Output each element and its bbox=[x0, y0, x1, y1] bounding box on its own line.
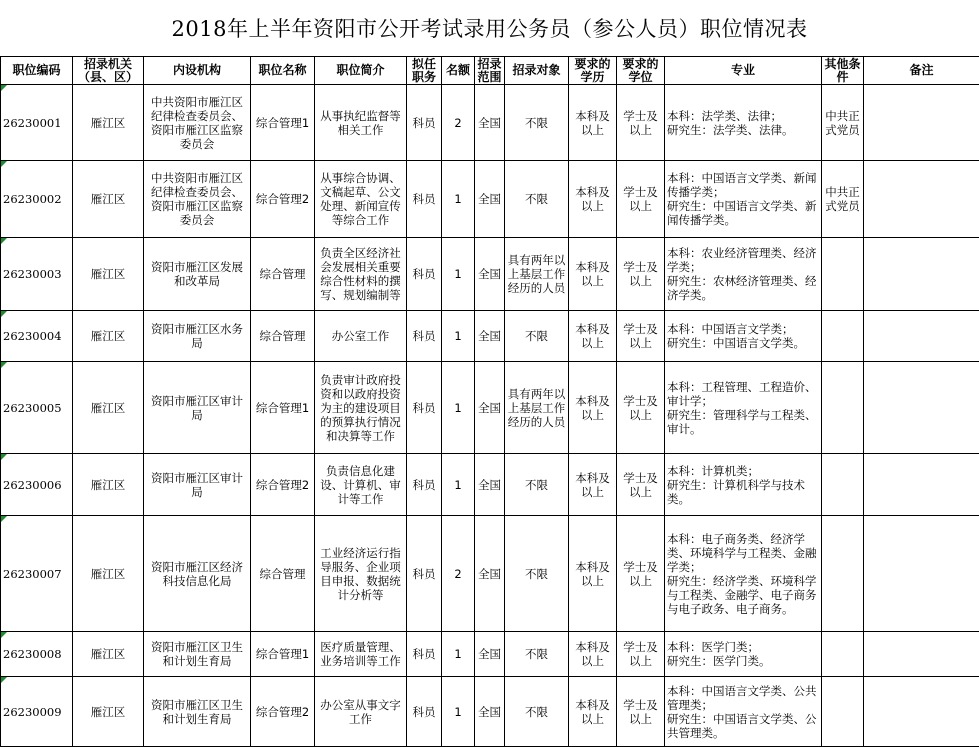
rank-text: 科员 bbox=[412, 329, 436, 343]
scope-text: 全国 bbox=[478, 647, 501, 661]
scope-text: 全国 bbox=[478, 477, 501, 492]
other-text: 中共正式党员 bbox=[825, 108, 860, 137]
desc-text: 负责全区经济社会发展相关重要综合性材料的撰写、规划编制等 bbox=[320, 246, 401, 302]
table-row bbox=[1, 311, 979, 362]
education-text: 本科及以上 bbox=[575, 470, 610, 499]
cell-desc[interactable] bbox=[315, 516, 407, 632]
cell-scope[interactable] bbox=[475, 161, 505, 238]
dept-text: 资阳市雁江区水务局 bbox=[151, 322, 243, 350]
cell-education[interactable] bbox=[569, 161, 617, 238]
desc-text: 工业经济运行指导服务、企业项目申报、数据统计分析等 bbox=[320, 545, 401, 602]
cell-education[interactable] bbox=[569, 632, 617, 677]
target-text: 不限 bbox=[525, 647, 548, 661]
other-text: 中共正式党员 bbox=[825, 185, 860, 213]
sheet-title: 2018年上半年资阳市公开考试录用公务员（参公人员）职位情况表 bbox=[171, 17, 808, 41]
header-dept: 内设机构 bbox=[144, 57, 251, 85]
target-text: 不限 bbox=[525, 704, 548, 719]
code-text: 26230006 bbox=[3, 477, 62, 492]
cell-dept[interactable] bbox=[144, 362, 251, 454]
header-target: 招录对象 bbox=[505, 57, 569, 85]
count-text: 1 bbox=[454, 647, 462, 661]
text-format-indicator-icon bbox=[1, 238, 7, 244]
scope-text: 全国 bbox=[478, 115, 501, 130]
count-text: 1 bbox=[454, 400, 462, 415]
text-format-indicator-icon bbox=[1, 85, 7, 91]
dept-text: 资阳市雁江区卫生和计划生育局 bbox=[151, 640, 243, 668]
cell-degree[interactable] bbox=[617, 516, 665, 632]
degree-text: 学士及以上 bbox=[623, 108, 658, 137]
header-row bbox=[1, 57, 979, 85]
rank-text: 科员 bbox=[412, 704, 436, 719]
cell-rank[interactable] bbox=[407, 362, 442, 454]
cell-position[interactable] bbox=[251, 632, 315, 677]
header-education: 要求的学历 bbox=[569, 57, 617, 85]
header-rank: 拟任职务 bbox=[407, 57, 442, 85]
cell-other[interactable] bbox=[822, 161, 864, 238]
code-text: 26230004 bbox=[3, 329, 62, 343]
cell-position[interactable] bbox=[251, 85, 315, 161]
cell-dept[interactable] bbox=[144, 238, 251, 311]
education-text: 本科及以上 bbox=[575, 393, 610, 422]
cell-target[interactable] bbox=[505, 161, 569, 238]
desc-text: 医疗质量管理、业务培训等工作 bbox=[320, 640, 401, 668]
cell-desc[interactable] bbox=[315, 454, 407, 516]
desc-text: 办公室从事文字工作 bbox=[320, 697, 401, 726]
dept-text: 资阳市雁江区审计局 bbox=[151, 470, 243, 499]
target-text: 不限 bbox=[525, 566, 548, 581]
cell-major[interactable] bbox=[665, 85, 822, 161]
cell-agency[interactable] bbox=[73, 311, 144, 362]
cell-dept[interactable] bbox=[144, 311, 251, 362]
major-text: 本科：中国语言文学类； 研究生：中国语言文学类。 bbox=[667, 322, 805, 350]
cell-code[interactable] bbox=[1, 85, 73, 161]
header-note: 备注 bbox=[864, 57, 979, 85]
position-text: 综合管理2 bbox=[255, 704, 310, 719]
scope-text: 全国 bbox=[478, 192, 501, 206]
cell-rank[interactable] bbox=[407, 677, 442, 747]
cell-major[interactable] bbox=[665, 632, 822, 677]
cell-education[interactable] bbox=[569, 85, 617, 161]
cell-note[interactable] bbox=[864, 362, 979, 454]
target-text: 不限 bbox=[525, 329, 548, 343]
cell-major[interactable] bbox=[665, 311, 822, 362]
cell-dept[interactable] bbox=[144, 677, 251, 747]
rank-text: 科员 bbox=[412, 192, 436, 206]
cell-other[interactable] bbox=[822, 311, 864, 362]
count-text: 2 bbox=[454, 115, 462, 130]
rank-text: 科员 bbox=[412, 400, 436, 415]
education-text: 本科及以上 bbox=[575, 108, 610, 137]
education-text: 本科及以上 bbox=[575, 640, 610, 668]
degree-text: 学士及以上 bbox=[623, 185, 658, 213]
cell-desc[interactable] bbox=[315, 161, 407, 238]
header-code: 职位编码 bbox=[1, 57, 73, 85]
text-format-indicator-icon bbox=[1, 311, 7, 317]
count-text: 2 bbox=[454, 566, 462, 581]
header-desc: 职位简介 bbox=[315, 57, 407, 85]
cell-education[interactable] bbox=[569, 362, 617, 454]
cell-rank[interactable] bbox=[407, 311, 442, 362]
cell-scope[interactable] bbox=[475, 362, 505, 454]
cell-dept[interactable] bbox=[144, 85, 251, 161]
cell-code[interactable] bbox=[1, 454, 73, 516]
positions-table bbox=[0, 56, 979, 747]
count-text: 1 bbox=[454, 704, 462, 719]
education-text: 本科及以上 bbox=[575, 697, 610, 726]
cell-note[interactable] bbox=[864, 311, 979, 362]
major-text: 本科：中国语言文学类、公共管理类； 研究生：中国语言文学类、公共管理类。 bbox=[667, 683, 817, 740]
target-text: 不限 bbox=[525, 115, 548, 130]
header-scope: 招录范围 bbox=[475, 57, 505, 85]
agency-text: 雁江区 bbox=[90, 566, 126, 581]
agency-text: 雁江区 bbox=[90, 329, 126, 343]
cell-dept[interactable] bbox=[144, 161, 251, 238]
cell-position[interactable] bbox=[251, 311, 315, 362]
cell-major[interactable] bbox=[665, 238, 822, 311]
cell-desc[interactable] bbox=[315, 238, 407, 311]
degree-text: 学士及以上 bbox=[623, 697, 658, 726]
cell-other[interactable] bbox=[822, 454, 864, 516]
scope-text: 全国 bbox=[478, 329, 501, 343]
cell-code[interactable] bbox=[1, 238, 73, 311]
cell-position[interactable] bbox=[251, 161, 315, 238]
desc-text: 负责信息化建设、计算机、审计等工作 bbox=[320, 463, 401, 506]
agency-text: 雁江区 bbox=[90, 647, 126, 661]
cell-agency[interactable] bbox=[73, 238, 144, 311]
cell-count[interactable] bbox=[442, 454, 475, 516]
table-row bbox=[1, 454, 979, 516]
desc-text: 从事综合协调、文稿起草、公文处理、新闻宣传等综合工作 bbox=[320, 171, 401, 227]
table-row bbox=[1, 632, 979, 677]
cell-education[interactable] bbox=[569, 311, 617, 362]
cell-desc[interactable] bbox=[315, 677, 407, 747]
cell-note[interactable] bbox=[864, 677, 979, 747]
cell-target[interactable] bbox=[505, 516, 569, 632]
cell-degree[interactable] bbox=[617, 311, 665, 362]
cell-scope[interactable] bbox=[475, 311, 505, 362]
position-text: 综合管理 bbox=[259, 566, 306, 581]
agency-text: 雁江区 bbox=[90, 477, 126, 492]
cell-position[interactable] bbox=[251, 516, 315, 632]
cell-count[interactable] bbox=[442, 632, 475, 677]
degree-text: 学士及以上 bbox=[623, 470, 658, 499]
desc-text: 负责审计政府投资和以政府投资为主的建设项目的预算执行情况和决算等工作 bbox=[320, 372, 401, 443]
dept-text: 中共资阳市雁江区纪律检查委员会、资阳市雁江区监察委员会 bbox=[151, 171, 243, 227]
code-text: 26230007 bbox=[3, 566, 62, 581]
rank-text: 科员 bbox=[412, 477, 436, 492]
cell-agency[interactable] bbox=[73, 516, 144, 632]
cell-target[interactable] bbox=[505, 238, 569, 311]
scope-text: 全国 bbox=[478, 566, 501, 581]
count-text: 1 bbox=[454, 267, 462, 281]
cell-dept[interactable] bbox=[144, 454, 251, 516]
cell-count[interactable] bbox=[442, 85, 475, 161]
desc-text: 办公室工作 bbox=[331, 329, 390, 343]
cell-code[interactable] bbox=[1, 362, 73, 454]
cell-note[interactable] bbox=[864, 238, 979, 311]
cell-scope[interactable] bbox=[475, 516, 505, 632]
cell-position[interactable] bbox=[251, 677, 315, 747]
cell-degree[interactable] bbox=[617, 85, 665, 161]
cell-rank[interactable] bbox=[407, 85, 442, 161]
cell-major[interactable] bbox=[665, 677, 822, 747]
position-text: 综合管理1 bbox=[255, 400, 310, 415]
cell-other[interactable] bbox=[822, 85, 864, 161]
degree-text: 学士及以上 bbox=[623, 559, 658, 588]
code-text: 26230009 bbox=[3, 704, 62, 719]
cell-rank[interactable] bbox=[407, 238, 442, 311]
cell-note[interactable] bbox=[864, 516, 979, 632]
cell-scope[interactable] bbox=[475, 238, 505, 311]
major-text: 本科：农业经济管理类、经济学类； 研究生：农林经济管理类、经济学类。 bbox=[667, 246, 817, 302]
cell-agency[interactable] bbox=[73, 632, 144, 677]
cell-code[interactable] bbox=[1, 311, 73, 362]
table-row bbox=[1, 85, 979, 161]
cell-rank[interactable] bbox=[407, 454, 442, 516]
education-text: 本科及以上 bbox=[575, 185, 610, 213]
cell-count[interactable] bbox=[442, 362, 475, 454]
cell-position[interactable] bbox=[251, 238, 315, 311]
education-text: 本科及以上 bbox=[575, 559, 610, 588]
cell-note[interactable] bbox=[864, 161, 979, 238]
cell-education[interactable] bbox=[569, 454, 617, 516]
code-text: 26230005 bbox=[3, 400, 62, 415]
table-body bbox=[1, 85, 979, 747]
cell-code[interactable] bbox=[1, 161, 73, 238]
cell-count[interactable] bbox=[442, 311, 475, 362]
target-text: 不限 bbox=[525, 192, 548, 206]
cell-note[interactable] bbox=[864, 632, 979, 677]
cell-count[interactable] bbox=[442, 238, 475, 311]
education-text: 本科及以上 bbox=[575, 260, 610, 288]
header-agency: 招录机关（县、区） bbox=[73, 57, 144, 85]
major-text: 本科：中国语言文学类、新闻传播学类； 研究生：中国语言文学类、新闻传播学类。 bbox=[667, 171, 817, 227]
cell-position[interactable] bbox=[251, 454, 315, 516]
position-text: 综合管理1 bbox=[255, 115, 310, 130]
cell-other[interactable] bbox=[822, 362, 864, 454]
cell-scope[interactable] bbox=[475, 454, 505, 516]
cell-degree[interactable] bbox=[617, 161, 665, 238]
cell-desc[interactable] bbox=[315, 85, 407, 161]
count-text: 1 bbox=[454, 329, 462, 343]
cell-major[interactable] bbox=[665, 454, 822, 516]
count-text: 1 bbox=[454, 477, 462, 492]
scope-text: 全国 bbox=[478, 267, 501, 281]
position-text: 综合管理1 bbox=[255, 647, 310, 661]
cell-other[interactable] bbox=[822, 632, 864, 677]
cell-degree[interactable] bbox=[617, 454, 665, 516]
cell-target[interactable] bbox=[505, 677, 569, 747]
cell-count[interactable] bbox=[442, 516, 475, 632]
header-major: 专业 bbox=[665, 57, 822, 85]
agency-text: 雁江区 bbox=[90, 115, 126, 130]
cell-desc[interactable] bbox=[315, 362, 407, 454]
count-text: 1 bbox=[454, 192, 462, 206]
cell-major[interactable] bbox=[665, 362, 822, 454]
cell-dept[interactable] bbox=[144, 632, 251, 677]
cell-target[interactable] bbox=[505, 85, 569, 161]
cell-scope[interactable] bbox=[475, 677, 505, 747]
cell-scope[interactable] bbox=[475, 632, 505, 677]
position-text: 综合管理2 bbox=[255, 192, 310, 206]
cell-degree[interactable] bbox=[617, 632, 665, 677]
position-text: 综合管理2 bbox=[255, 477, 310, 492]
cell-dept[interactable] bbox=[144, 516, 251, 632]
cell-code[interactable] bbox=[1, 677, 73, 747]
major-text: 本科：法学类、法律； 研究生：法学类、法律。 bbox=[667, 108, 794, 137]
agency-text: 雁江区 bbox=[90, 192, 126, 206]
major-text: 本科：计算机类； 研究生：计算机科学与技术类。 bbox=[667, 463, 805, 506]
scope-text: 全国 bbox=[478, 704, 501, 719]
cell-major[interactable] bbox=[665, 516, 822, 632]
cell-count[interactable] bbox=[442, 677, 475, 747]
cell-code[interactable] bbox=[1, 516, 73, 632]
target-text: 不限 bbox=[525, 477, 548, 492]
cell-education[interactable] bbox=[569, 238, 617, 311]
education-text: 本科及以上 bbox=[575, 322, 610, 350]
position-text: 综合管理 bbox=[259, 267, 306, 281]
cell-rank[interactable] bbox=[407, 516, 442, 632]
cell-agency[interactable] bbox=[73, 677, 144, 747]
cell-education[interactable] bbox=[569, 516, 617, 632]
text-format-indicator-icon bbox=[1, 632, 7, 638]
rank-text: 科员 bbox=[412, 115, 436, 130]
cell-rank[interactable] bbox=[407, 632, 442, 677]
cell-note[interactable] bbox=[864, 454, 979, 516]
cell-target[interactable] bbox=[505, 362, 569, 454]
rank-text: 科员 bbox=[412, 566, 436, 581]
header-count: 名额 bbox=[442, 57, 475, 85]
cell-scope[interactable] bbox=[475, 85, 505, 161]
major-text: 本科：工程管理、工程造价、审计学； 研究生：管理科学与工程类、审计。 bbox=[667, 379, 817, 436]
degree-text: 学士及以上 bbox=[623, 260, 658, 288]
agency-text: 雁江区 bbox=[90, 267, 126, 281]
dept-text: 资阳市雁江区经济科技信息化局 bbox=[151, 559, 243, 588]
dept-text: 中共资阳市雁江区纪律检查委员会、资阳市雁江区监察委员会 bbox=[151, 94, 243, 151]
cell-target[interactable] bbox=[505, 311, 569, 362]
scope-text: 全国 bbox=[478, 400, 501, 415]
text-format-indicator-icon bbox=[1, 454, 7, 460]
dept-text: 资阳市雁江区卫生和计划生育局 bbox=[151, 697, 243, 726]
rank-text: 科员 bbox=[412, 647, 436, 661]
major-text: 本科：电子商务类、经济学类、环境科学与工程类、金融学类； 研究生：经济学类、环境科学与工程类、金融学、电子商务与电子政务、电子商务。 bbox=[667, 531, 817, 616]
text-format-indicator-icon bbox=[1, 362, 7, 368]
table-row bbox=[1, 677, 979, 747]
cell-count[interactable] bbox=[442, 161, 475, 238]
rank-text: 科员 bbox=[412, 267, 436, 281]
cell-note[interactable] bbox=[864, 85, 979, 161]
cell-other[interactable] bbox=[822, 238, 864, 311]
table-row bbox=[1, 238, 979, 311]
code-text: 26230003 bbox=[3, 267, 62, 281]
cell-degree[interactable] bbox=[617, 238, 665, 311]
text-format-indicator-icon bbox=[1, 677, 7, 683]
table-row bbox=[1, 516, 979, 632]
position-text: 综合管理 bbox=[259, 329, 306, 343]
table-row bbox=[1, 362, 979, 454]
degree-text: 学士及以上 bbox=[623, 640, 658, 668]
text-format-indicator-icon bbox=[1, 516, 7, 522]
code-text: 26230008 bbox=[3, 647, 62, 661]
target-text: 具有两年以上基层工作经历的人员 bbox=[507, 253, 566, 295]
cell-degree[interactable] bbox=[617, 362, 665, 454]
degree-text: 学士及以上 bbox=[623, 393, 658, 422]
cell-target[interactable] bbox=[505, 454, 569, 516]
text-format-indicator-icon bbox=[1, 161, 7, 167]
cell-code[interactable] bbox=[1, 632, 73, 677]
cell-education[interactable] bbox=[569, 677, 617, 747]
table-row bbox=[1, 161, 979, 238]
cell-other[interactable] bbox=[822, 516, 864, 632]
cell-agency[interactable] bbox=[73, 362, 144, 454]
cell-agency[interactable] bbox=[73, 454, 144, 516]
agency-text: 雁江区 bbox=[90, 704, 126, 719]
cell-position[interactable] bbox=[251, 362, 315, 454]
cell-desc[interactable] bbox=[315, 311, 407, 362]
header-other: 其他条件 bbox=[822, 57, 864, 85]
cell-degree[interactable] bbox=[617, 677, 665, 747]
cell-target[interactable] bbox=[505, 632, 569, 677]
dept-text: 资阳市雁江区审计局 bbox=[151, 393, 243, 422]
target-text: 具有两年以上基层工作经历的人员 bbox=[507, 386, 566, 429]
header-degree: 要求的学位 bbox=[617, 57, 665, 85]
cell-major[interactable] bbox=[665, 161, 822, 238]
dept-text: 资阳市雁江区发展和改革局 bbox=[151, 260, 243, 288]
header-position: 职位名称 bbox=[251, 57, 315, 85]
desc-text: 从事执纪监督等相关工作 bbox=[320, 108, 401, 137]
cell-other[interactable] bbox=[822, 677, 864, 747]
cell-desc[interactable] bbox=[315, 632, 407, 677]
code-text: 26230001 bbox=[3, 115, 62, 130]
cell-agency[interactable] bbox=[73, 85, 144, 161]
agency-text: 雁江区 bbox=[90, 400, 126, 415]
degree-text: 学士及以上 bbox=[623, 322, 658, 350]
cell-rank[interactable] bbox=[407, 161, 442, 238]
major-text: 本科：医学门类； 研究生：医学门类。 bbox=[667, 640, 771, 668]
code-text: 26230002 bbox=[3, 192, 62, 206]
cell-agency[interactable] bbox=[73, 161, 144, 238]
